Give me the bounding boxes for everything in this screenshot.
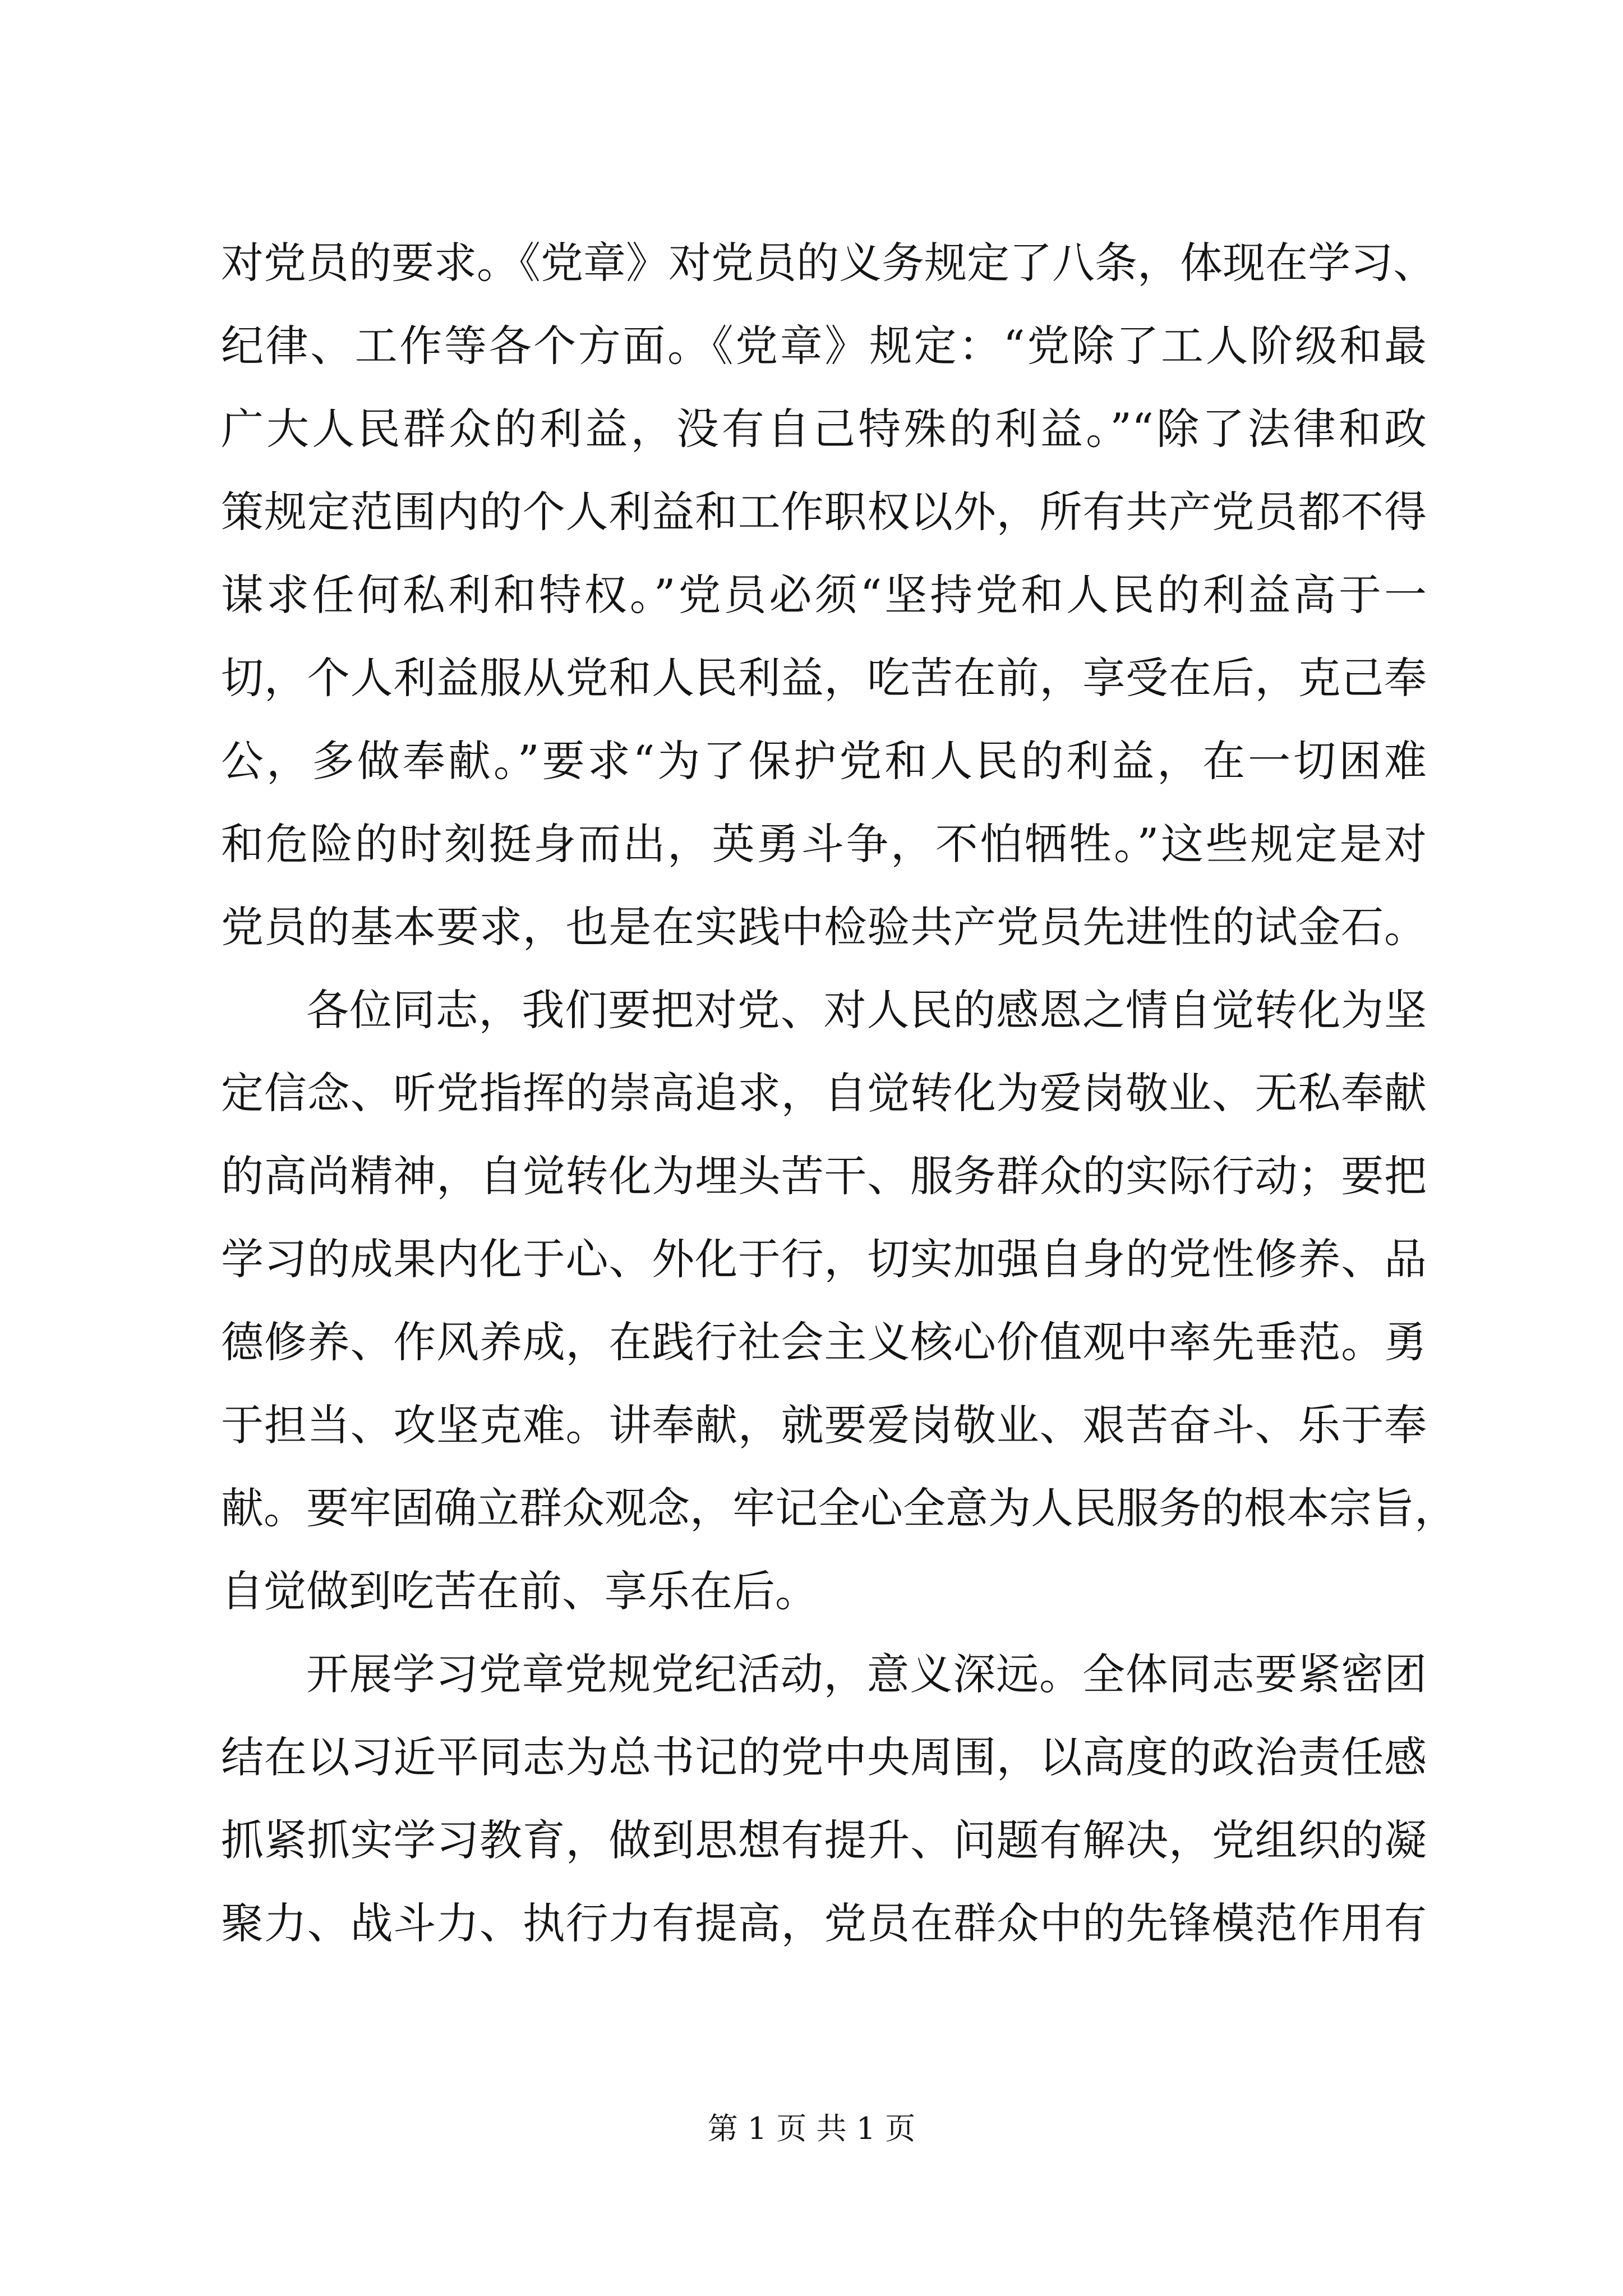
text-line: 结在以习近平同志为总书记的党中央周围，以高度的政治责任感 xyxy=(221,1732,1427,1782)
text-line: 党员的基本要求，也是在实践中检验共产党员先进性的试金石。 xyxy=(221,902,1427,952)
text-line-paragraph-start: 各位同志，我们要把对党、对人民的感恩之情自觉转化为坚 xyxy=(306,985,1427,1035)
text-line: 献。要牢固确立群众观念，牢记全心全意为人民服务的根本宗旨， xyxy=(221,1483,1457,1533)
text-line-paragraph-start: 开展学习党章党规党纪活动，意义深远。全体同志要紧密团 xyxy=(306,1649,1427,1699)
text-line: 切，个人利益服从党和人民利益，吃苦在前，享受在后，克己奉 xyxy=(221,653,1427,703)
text-line: 公，多做奉献。”要求“为了保护党和人民的利益，在一切困难 xyxy=(221,736,1427,786)
text-line: 自觉做到吃苦在前、享乐在后。 xyxy=(221,1566,818,1616)
text-line: 纪律、工作等各个方面。《党章》规定：“党除了工人阶级和最 xyxy=(221,321,1427,371)
text-line: 抓紧抓实学习教育，做到思想有提升、问题有解决，党组织的凝 xyxy=(221,1815,1427,1865)
text-line: 于担当、攻坚克难。讲奉献，就要爱岗敬业、艰苦奋斗、乐于奉 xyxy=(221,1400,1427,1450)
text-line: 对党员的要求。《党章》对党员的义务规定了八条，体现在学习、 xyxy=(221,238,1436,288)
text-line: 德修养、作风养成，在践行社会主义核心价值观中率先垂范。勇 xyxy=(221,1317,1427,1367)
text-line: 的高尚精神，自觉转化为埋头苦干、服务群众的实际行动；要把 xyxy=(221,1151,1427,1201)
text-line: 定信念、听党指挥的崇高追求，自觉转化为爱岗敬业、无私奉献 xyxy=(221,1068,1427,1118)
text-line: 谋求任何私利和特权。”党员必须“坚持党和人民的利益高于一 xyxy=(221,570,1427,620)
text-line: 策规定范围内的个人利益和工作职权以外，所有共产党员都不得 xyxy=(221,487,1427,537)
document-body xyxy=(221,222,1457,1965)
text-line: 聚力、战斗力、执行力有提高，党员在群众中的先锋模范作用有 xyxy=(221,1898,1427,1948)
text-line: 学习的成果内化于心、外化于行，切实加强自身的党性修养、品 xyxy=(221,1234,1427,1284)
text-line: 和危险的时刻挺身而出，英勇斗争，不怕牺牲。”这些规定是对 xyxy=(221,819,1427,869)
page-footer: 第 1 页 共 1 页 xyxy=(707,2111,916,2146)
text-line: 广大人民群众的利益，没有自己特殊的利益。”“除了法律和政 xyxy=(221,404,1427,454)
